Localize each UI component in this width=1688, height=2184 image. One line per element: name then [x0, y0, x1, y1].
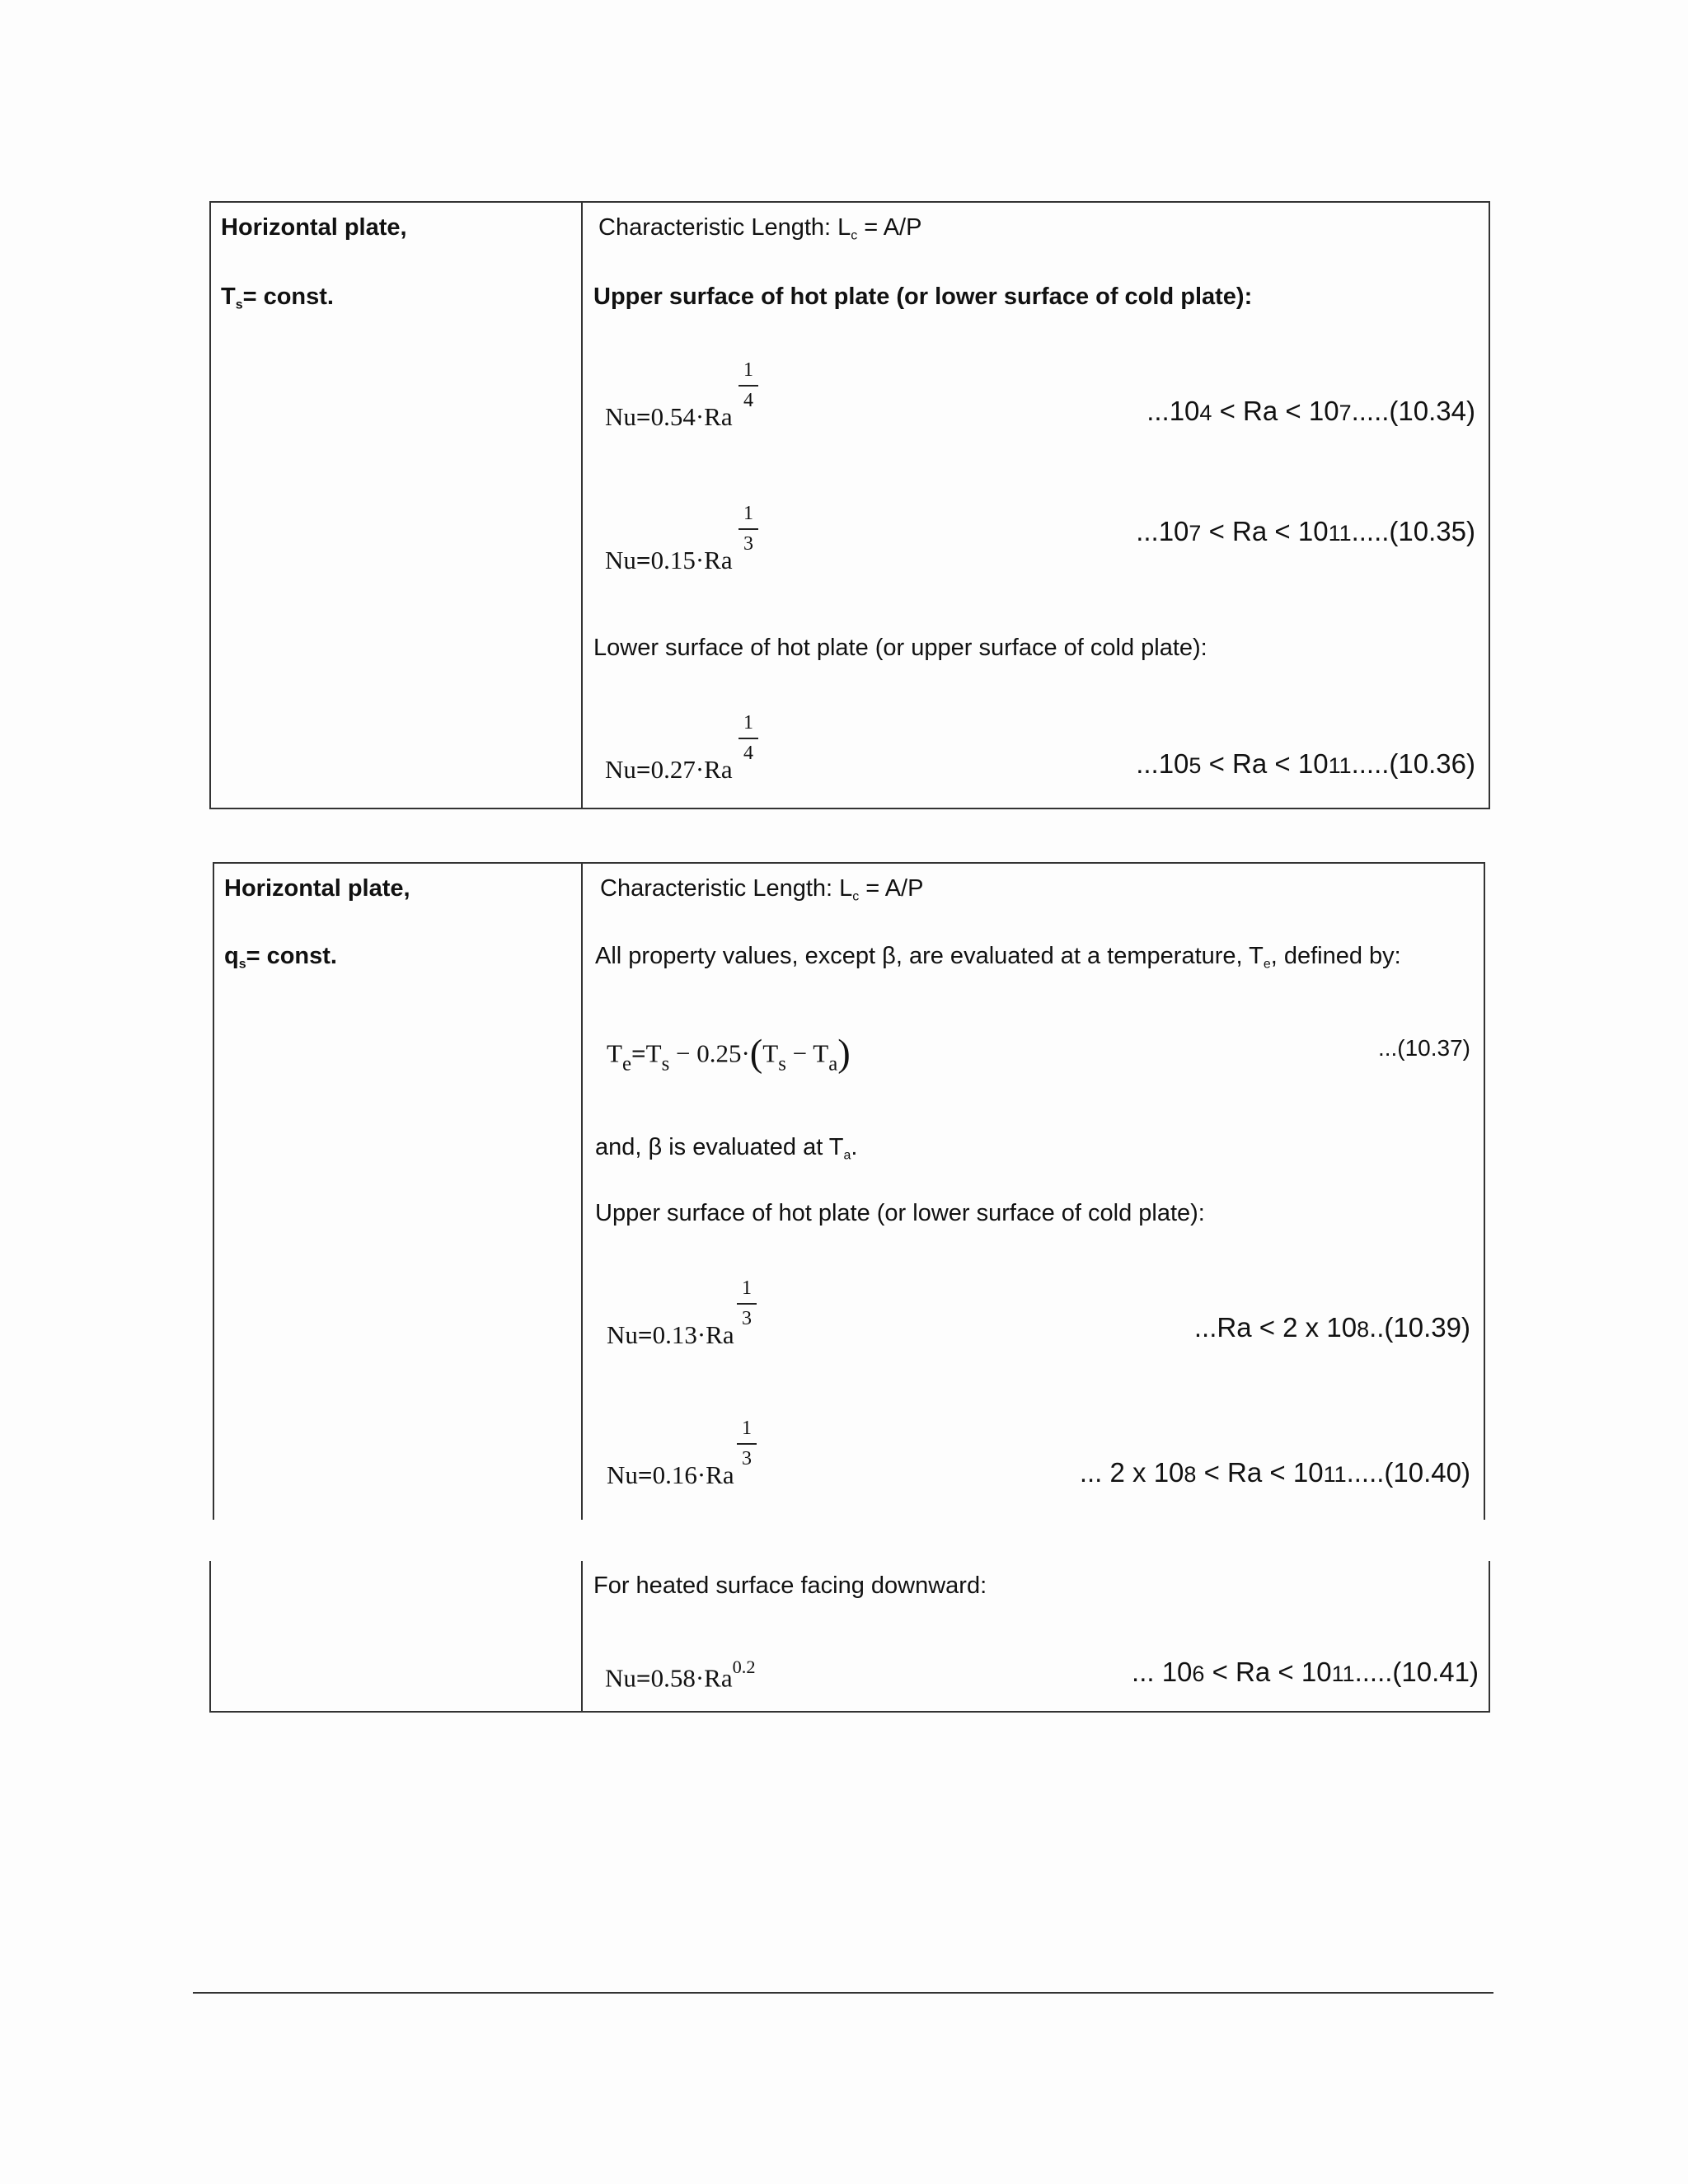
- equation-ref-10-37: ...(10.37): [1377, 1035, 1470, 1061]
- exponent-fraction: 1 3: [737, 1277, 757, 1330]
- exponent-fraction: 1 3: [737, 1418, 757, 1470]
- correlation-table-ts-const: [209, 201, 1490, 809]
- condition-value: $q_s=$ const.: [224, 943, 337, 972]
- range-ref-10-39: ...Ra < 2 x 108..(10.39): [1193, 1312, 1470, 1343]
- correlation-table-qs-const: [213, 862, 1485, 1520]
- range-ref-10-40: ... 2 x 108 < Ra < 1011.....(10.40): [1079, 1457, 1470, 1488]
- correlation-table-continuation: [209, 1561, 1490, 1713]
- range-ref-10-36: ...105 < Ra < 1011.....(10.36): [1136, 748, 1475, 779]
- downward-heading: For heated surface facing downward:: [593, 1572, 987, 1599]
- column-divider: [581, 203, 583, 808]
- equation-10-35: Nu=0.15·Ra: [605, 546, 733, 574]
- beta-note: and, β is evaluated at $T_a$.: [595, 1134, 858, 1163]
- exponent-fraction: 1 4: [738, 712, 758, 765]
- characteristic-length: Characteristic Length: $L_c = A/P$: [600, 875, 924, 904]
- condition-value: $T_s=$ const.: [221, 284, 334, 312]
- equation-10-37: $T_e=T_s - 0.25\cdot(T_s - T_a)$: [607, 1033, 851, 1076]
- column-divider: [581, 864, 583, 1520]
- characteristic-length: Characteristic Length: $L_c = A/P$: [598, 214, 922, 243]
- range-ref-10-34: ...104 < Ra < 107.....(10.34): [1146, 396, 1475, 426]
- equation-10-39: Nu=0.13·Ra: [607, 1320, 734, 1349]
- exponent-fraction: 1 4: [738, 359, 758, 412]
- upper-surface-heading: Upper surface of hot plate (or lower surface of cold plate):: [595, 1200, 1205, 1226]
- lower-surface-heading: Lower surface of hot plate (or upper surface of cold plate):: [593, 635, 1207, 661]
- column-divider: [581, 1561, 583, 1711]
- equation-10-41: $Nu=0.58\cdot Ra^{0.2}$: [605, 1657, 756, 1693]
- equation-10-36: Nu=0.27·Ra: [605, 755, 733, 784]
- footer-divider: [193, 1992, 1493, 1994]
- range-ref-10-41: ... 106 < Ra < 1011.....(10.41): [1132, 1657, 1479, 1687]
- equation-10-40: Nu=0.16·Ra: [607, 1460, 734, 1489]
- condition-title: Horizontal plate,: [224, 875, 410, 902]
- property-note: All property values, except β, are evaluated at a temperature, $T_e$, defined by:: [595, 943, 1401, 972]
- exponent-fraction: 1 3: [738, 503, 758, 555]
- range-ref-10-35: ...107 < Ra < 1011.....(10.35): [1136, 516, 1475, 546]
- upper-surface-heading: Upper surface of hot plate (or lower surface of cold plate):: [593, 284, 1253, 310]
- equation-10-34: Nu=0.54·Ra: [605, 402, 733, 431]
- condition-title: Horizontal plate,: [221, 214, 407, 241]
